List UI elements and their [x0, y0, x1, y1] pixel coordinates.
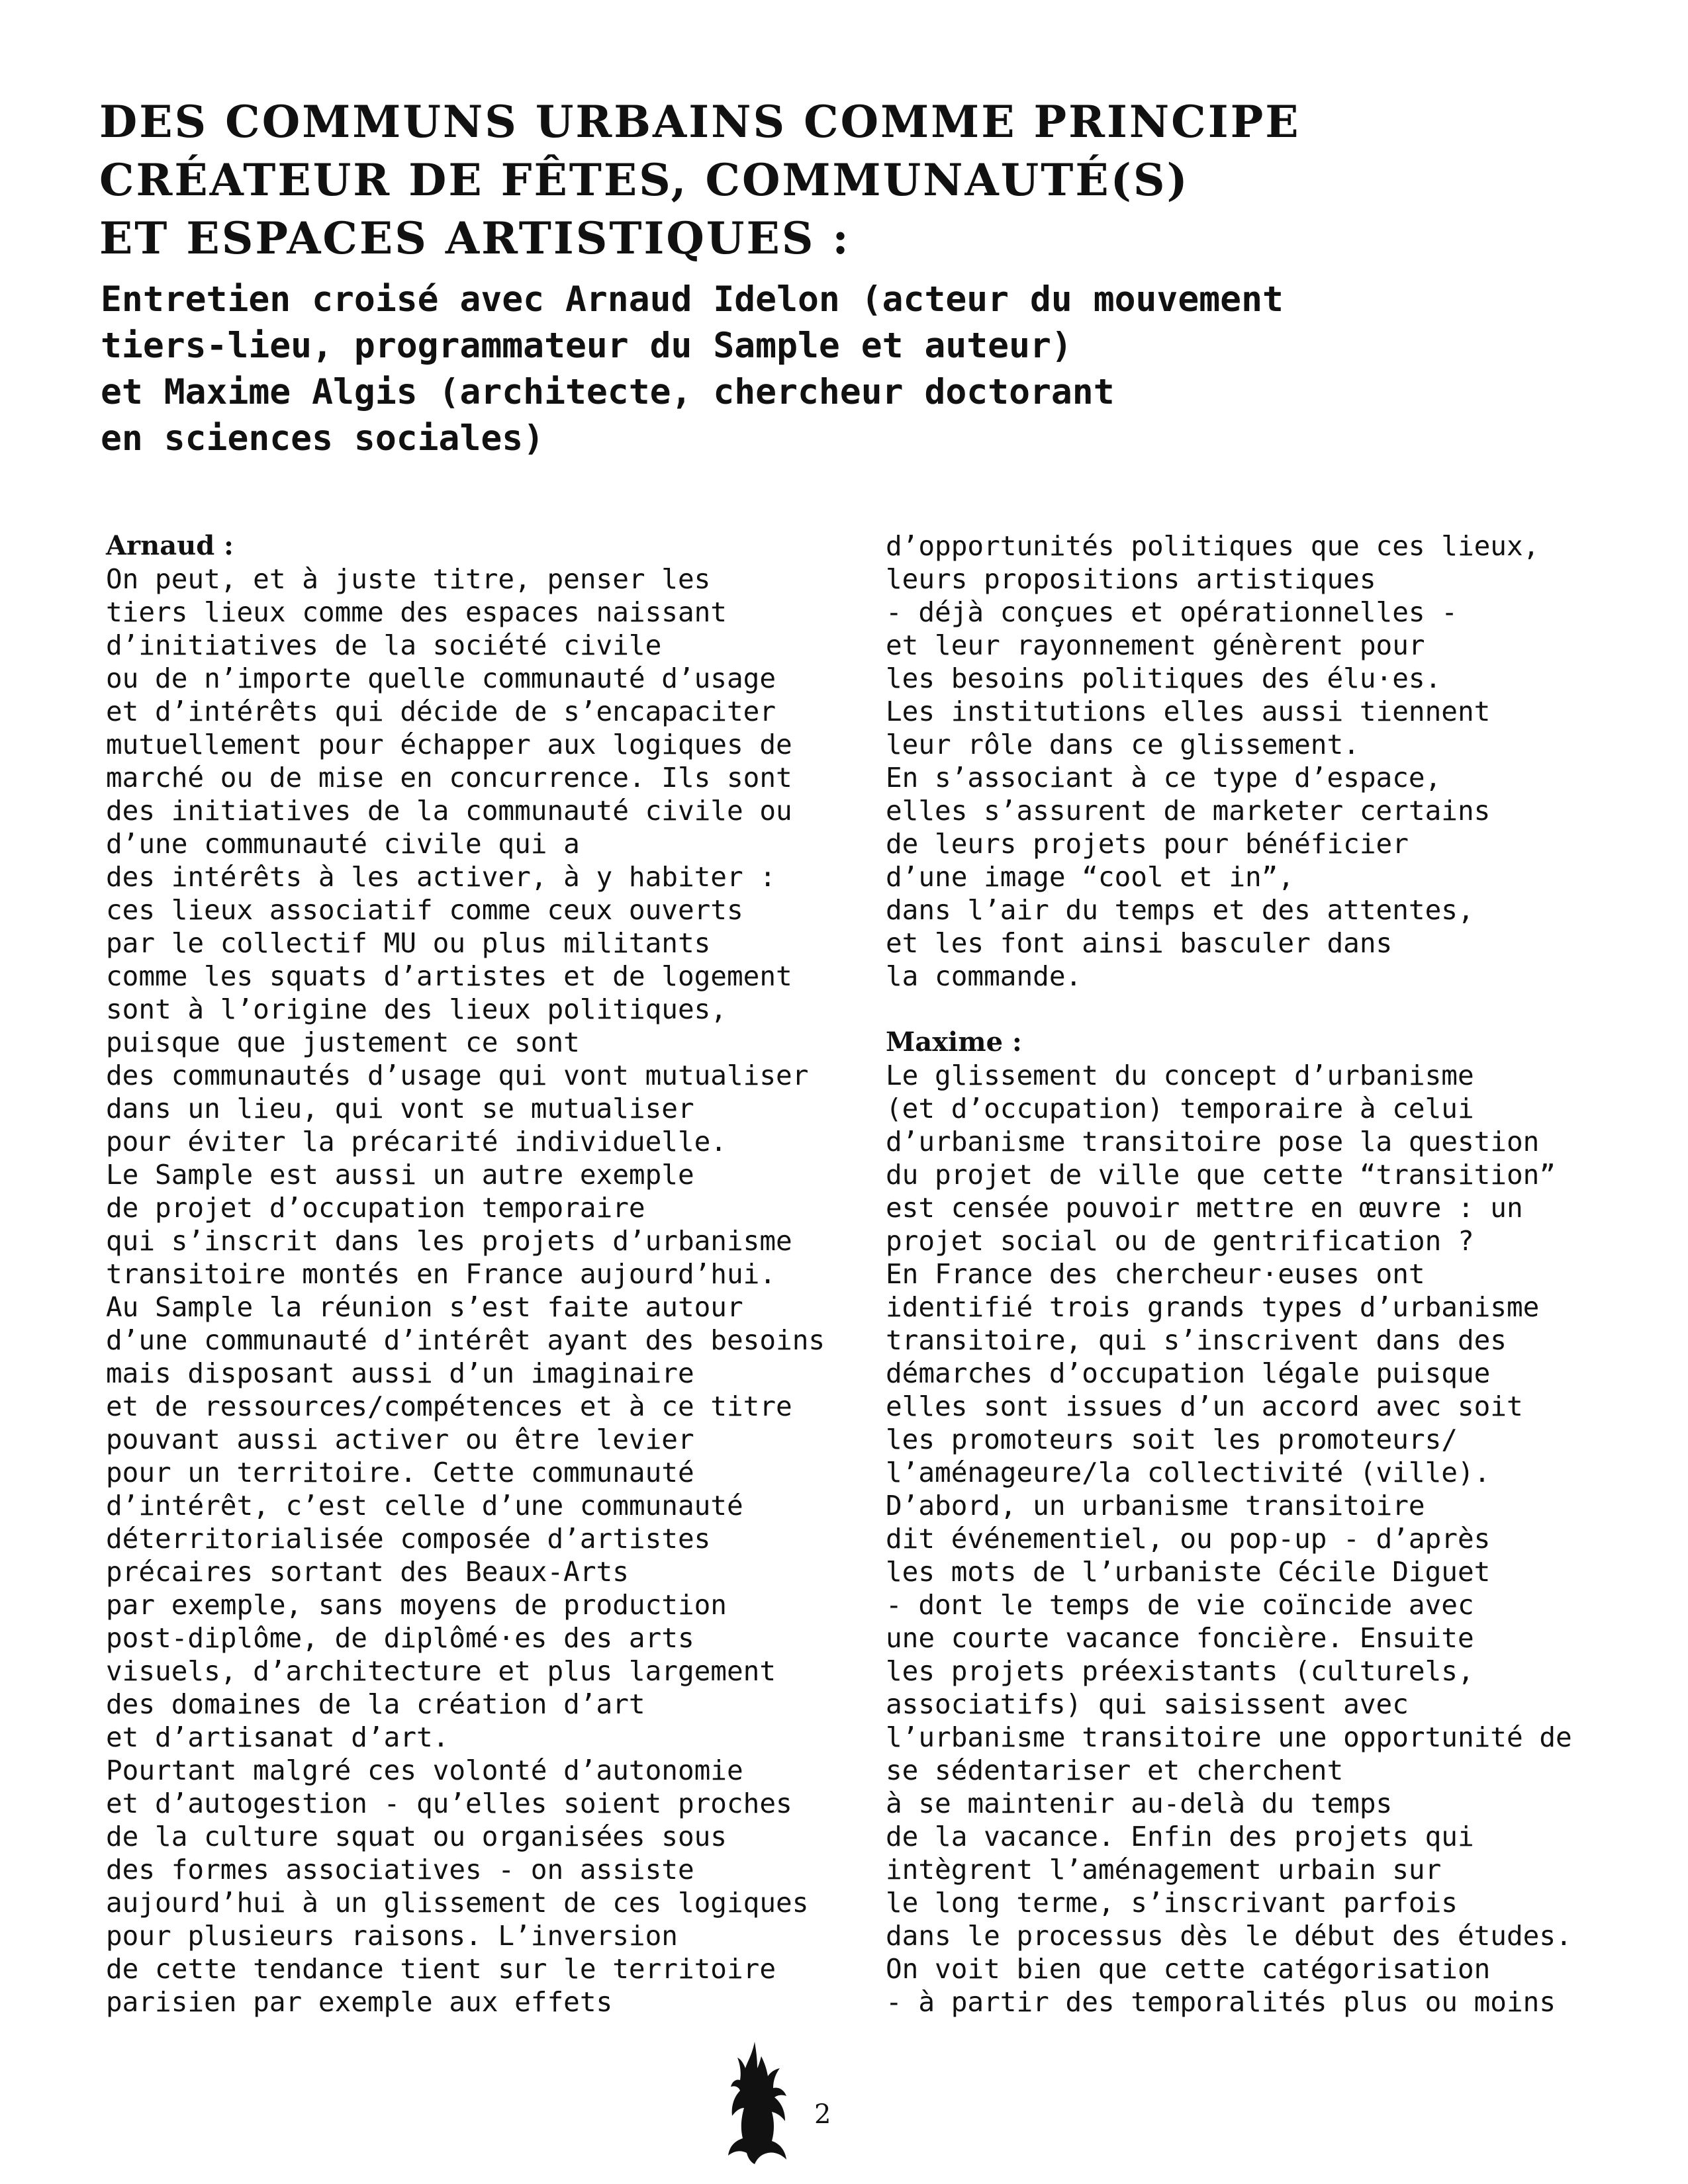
text-line: marché ou de mise en concurrence. Ils sont: [106, 762, 792, 794]
text-line: par exemple, sans moyens de production: [106, 1589, 727, 1621]
text-line: des intérêts à les activer, à y habiter :: [106, 861, 776, 893]
text-line: transitoire, qui s’inscrivent dans des: [886, 1324, 1507, 1356]
bat-icon: [728, 2042, 788, 2164]
text-line: aujourd’hui à un glissement de ces logiques: [106, 1887, 809, 1919]
title-line: ET ESPACES ARTISTIQUES :: [99, 212, 851, 264]
text-line: l’aménageure/la collectivité (ville).: [886, 1457, 1491, 1488]
text-line: Le Sample est aussi un autre exemple: [106, 1159, 694, 1191]
text-line: Le glissement du concept d’urbanisme: [886, 1060, 1474, 1091]
text-line: mais disposant aussi d’un imaginaire: [106, 1357, 694, 1389]
subtitle-line: Entretien croisé avec Arnaud Idelon (acteur du mouvement: [101, 279, 1284, 320]
text-line: parisien par exemple aux effets: [106, 1986, 613, 2018]
text-line: post-diplôme, de diplômé·es des arts: [106, 1622, 694, 1654]
page-footer: [728, 2042, 861, 2167]
page-number: 2: [814, 2099, 831, 2130]
text-line: identifié trois grands types d’urbanisme: [886, 1291, 1540, 1323]
text-line: D’abord, un urbanisme transitoire: [886, 1490, 1425, 1522]
text-line: sont à l’origine des lieux politiques,: [106, 993, 727, 1025]
text-line: et leur rayonnement génèrent pour: [886, 629, 1425, 661]
text-line: elles s’assurent de marketer certains: [886, 795, 1491, 827]
text-line: des formes associatives - on assiste: [106, 1854, 694, 1886]
text-line: les promoteurs soit les promoteurs/: [886, 1424, 1458, 1455]
text-line: le long terme, s’inscrivant parfois: [886, 1887, 1458, 1919]
text-line: se sédentariser et cherchent: [886, 1754, 1344, 1786]
text-line: dans un lieu, qui vont se mutualiser: [106, 1093, 694, 1124]
text-line: - dont le temps de vie coïncide avec: [886, 1589, 1474, 1621]
text-line: elles sont issues d’un accord avec soit: [886, 1390, 1523, 1422]
speaker-label-arnaud: Arnaud :: [106, 530, 234, 561]
title-line: DES COMMUNS URBAINS COMME PRINCIPE: [99, 96, 1301, 148]
text-line: de projet d’occupation temporaire: [106, 1192, 645, 1224]
text-line: On peut, et à juste titre, penser les: [106, 563, 711, 595]
text-line: intègrent l’aménagement urbain sur: [886, 1854, 1442, 1886]
text-line: les mots de l’urbaniste Cécile Diguet: [886, 1556, 1491, 1588]
page-subtitle: [101, 277, 1590, 462]
title-line: CRÉATEUR DE FÊTES, COMMUNAUTÉ(S): [99, 154, 1190, 206]
text-line: à se maintenir au-delà du temps: [886, 1788, 1393, 1819]
left-column: [106, 529, 861, 2019]
text-line: et d’intérêts qui décide de s’encapaciter: [106, 696, 776, 727]
text-line: leur rôle dans ce glissement.: [886, 729, 1360, 760]
text-line: pour éviter la précarité individuelle.: [106, 1126, 727, 1158]
text-line: d’intérêt, c’est celle d’une communauté: [106, 1490, 743, 1522]
text-line: visuels, d’architecture et plus largement: [106, 1655, 776, 1687]
text-line: En France des chercheur·euses ont: [886, 1258, 1425, 1290]
page-title: [99, 93, 1589, 267]
text-line: la commande.: [886, 960, 1082, 992]
text-line: ou de n’importe quelle communauté d’usage: [106, 662, 776, 694]
text-line: qui s’inscrit dans les projets d’urbanisme: [106, 1225, 792, 1257]
text-line: Les institutions elles aussi tiennent: [886, 696, 1491, 727]
text-line: dans l’air du temps et des attentes,: [886, 894, 1474, 926]
text-line: pour plusieurs raisons. L’inversion: [106, 1920, 678, 1952]
text-line: associatifs) qui saisissent avec: [886, 1688, 1409, 1720]
text-line: On voit bien que cette catégorisation: [886, 1953, 1491, 1985]
text-line: d’une image “cool et in”,: [886, 861, 1295, 893]
text-line: ces lieux associatif comme ceux ouverts: [106, 894, 743, 926]
text-line: de la culture squat ou organisées sous: [106, 1821, 727, 1852]
text-line: tiers lieux comme des espaces naissant: [106, 596, 727, 628]
right-column-text-top: [886, 529, 1620, 993]
text-line: précaires sortant des Beaux-Arts: [106, 1556, 629, 1588]
text-line: pour un territoire. Cette communauté: [106, 1457, 694, 1488]
speaker-label-maxime: Maxime :: [886, 1026, 1022, 1058]
text-line: des communautés d’usage qui vont mutualiser: [106, 1060, 809, 1091]
text-line: par le collectif MU ou plus militants: [106, 927, 711, 959]
right-column-text-bottom: [886, 1059, 1620, 2019]
text-line: et d’artisanat d’art.: [106, 1721, 449, 1753]
text-line: puisque que justement ce sont: [106, 1026, 580, 1058]
text-line: de leurs projets pour bénéficier: [886, 828, 1409, 860]
text-line: d’une communauté civile qui a: [106, 828, 580, 860]
text-line: de la vacance. Enfin des projets qui: [886, 1821, 1474, 1852]
subtitle-line: tiers-lieu, programmateur du Sample et auteur): [101, 326, 1072, 366]
text-line: les projets préexistants (culturels,: [886, 1655, 1474, 1687]
text-line: - déjà conçues et opérationnelles -: [886, 596, 1458, 628]
text-line: Au Sample la réunion s’est faite autour: [106, 1291, 743, 1323]
text-line: En s’associant à ce type d’espace,: [886, 762, 1442, 794]
text-line: de cette tendance tient sur le territoire: [106, 1953, 776, 1985]
text-line: des domaines de la création d’art: [106, 1688, 645, 1720]
text-line: d’une communauté d’intérêt ayant des besoins: [106, 1324, 825, 1356]
text-line: dit événementiel, ou pop-up - d’après: [886, 1523, 1491, 1555]
text-line: (et d’occupation) temporaire à celui: [886, 1093, 1474, 1124]
text-line: mutuellement pour échapper aux logiques de: [106, 729, 792, 760]
text-line: dans le processus dès le début des études.: [886, 1920, 1572, 1952]
subtitle-line: et Maxime Algis (architecte, chercheur doctorant: [101, 372, 1115, 412]
text-line: démarches d’occupation légale puisque: [886, 1357, 1491, 1389]
text-line: l’urbanisme transitoire une opportunité de: [886, 1721, 1572, 1753]
text-line: comme les squats d’artistes et de logement: [106, 960, 792, 992]
text-line: d’initiatives de la société civile: [106, 629, 662, 661]
text-line: leurs propositions artistiques: [886, 563, 1376, 595]
text-line: et les font ainsi basculer dans: [886, 927, 1393, 959]
text-line: du projet de ville que cette “transition”: [886, 1159, 1556, 1191]
text-line: d’urbanisme transitoire pose la question: [886, 1126, 1540, 1158]
right-column: [886, 529, 1620, 2019]
text-line: Pourtant malgré ces volonté d’autonomie: [106, 1754, 743, 1786]
text-line: - à partir des temporalités plus ou moins: [886, 1986, 1556, 2018]
text-line: des initiatives de la communauté civile ou: [106, 795, 792, 827]
text-line: est censée pouvoir mettre en œuvre : un: [886, 1192, 1523, 1224]
text-line: pouvant aussi activer ou être levier: [106, 1424, 694, 1455]
text-line: et d’autogestion - qu’elles soient proches: [106, 1788, 792, 1819]
text-line: déterritorialisée composée d’artistes: [106, 1523, 711, 1555]
text-line: une courte vacance foncière. Ensuite: [886, 1622, 1474, 1654]
text-line: d’opportunités politiques que ces lieux,: [886, 530, 1540, 562]
text-line: transitoire montés en France aujourd’hui.: [106, 1258, 776, 1290]
subtitle-line: en sciences sociales): [101, 418, 545, 459]
paragraph-gap: [886, 993, 1620, 1026]
text-line: les besoins politiques des élu·es.: [886, 662, 1442, 694]
text-line: et de ressources/compétences et à ce titre: [106, 1390, 792, 1422]
text-line: projet social ou de gentrification ?: [886, 1225, 1474, 1257]
left-column-text: [106, 563, 861, 2019]
